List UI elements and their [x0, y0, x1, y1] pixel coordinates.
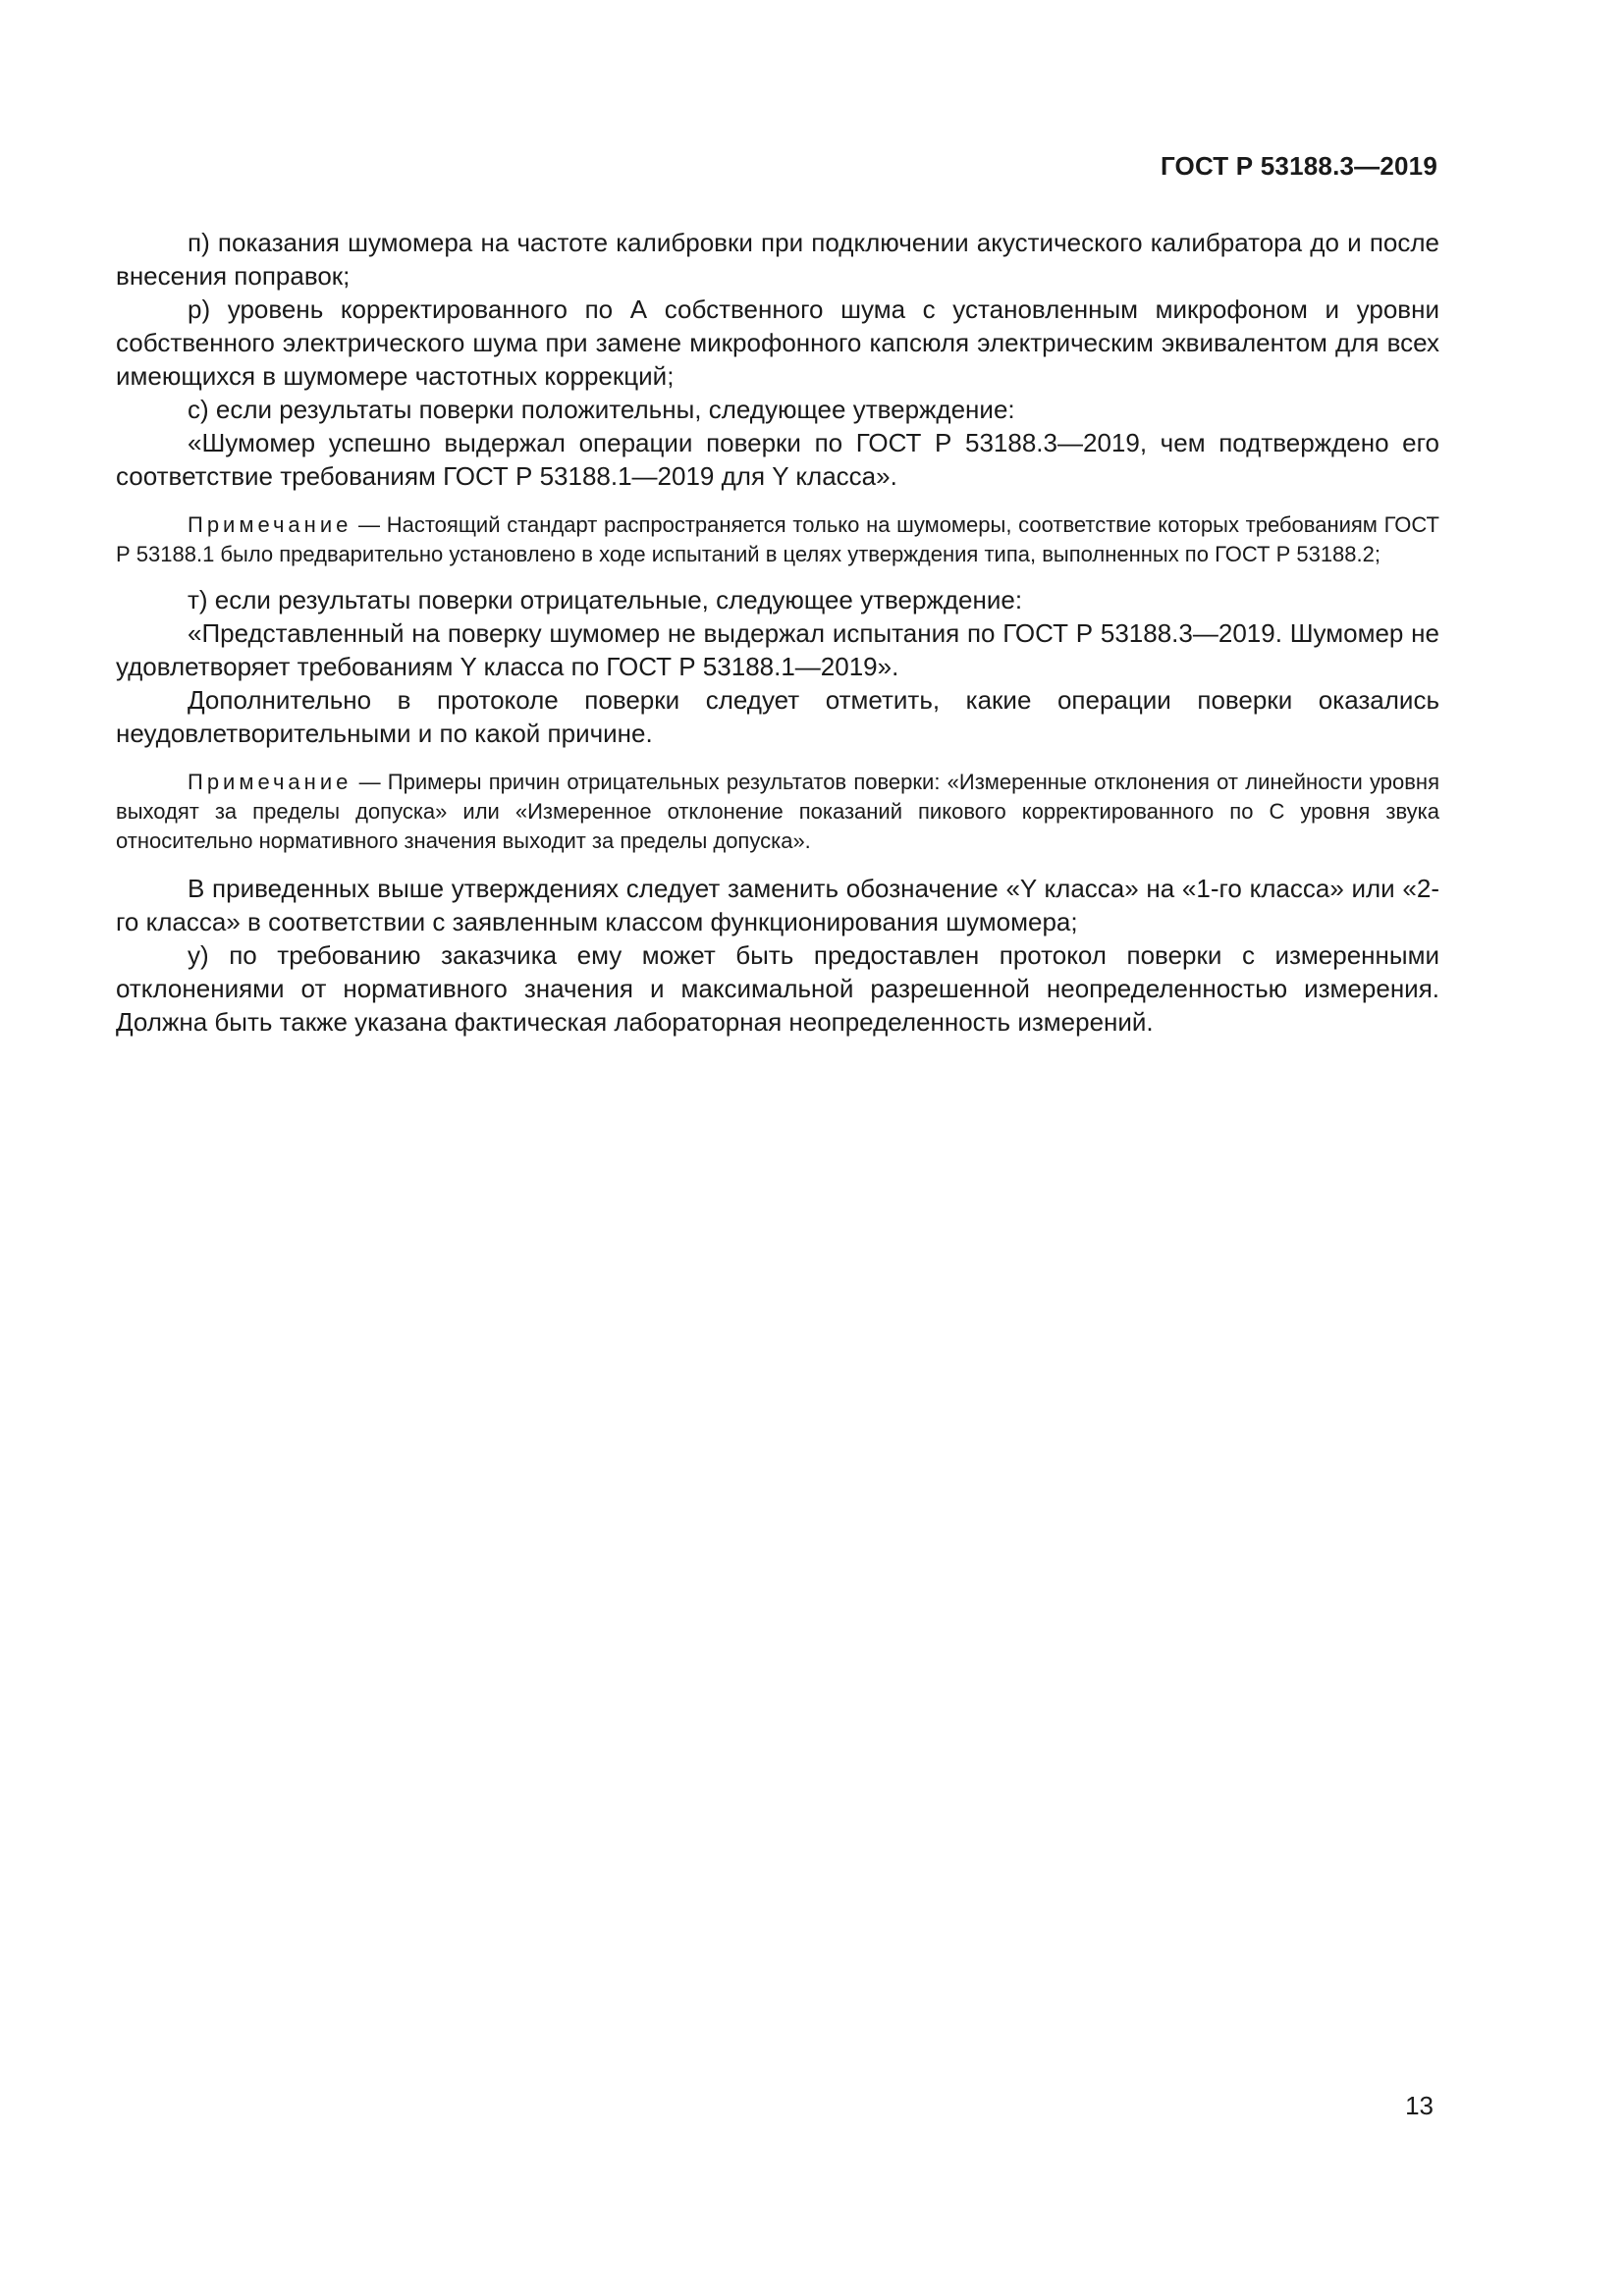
item-t-extra: Дополнительно в протоколе поверки следует отметить, какие операции поверки оказались неудовлетворительными и по какой причине. [116, 685, 1439, 748]
note-2 [116, 768, 1439, 856]
document-header: ГОСТ Р 53188.3—2019 [1160, 151, 1437, 181]
item-s-quote: «Шумомер успешно выдержал операции поверки по ГОСТ Р 53188.3—2019, чем подтверждено его соответствие требованиям ГОСТ Р 53188.1—2019 для Y класса». [116, 428, 1439, 491]
note-2-text: — Примеры причин отрицательных результатов поверки: «Измеренные отклонения от линейности уровня выходят за пределы допуска» или «Измеренное отклонение показаний пикового корректированного по С уровня звука относительно нормативного значения выходит за пределы допуска». [116, 770, 1439, 853]
page-number: 13 [1405, 2091, 1434, 2120]
note-1-text: — Настоящий стандарт распространяется только на шумомеры, соответствие которых требованиям ГОСТ Р 53188.1 было предварительно установлено в ходе испытаний в целях утверждения типа, выполненных по ГОСТ Р 53188.2; [116, 512, 1439, 566]
replace-paragraph: В приведенных выше утверждениях следует заменить обозначение «Y класса» на «1-го класса» или «2-го класса» в соответствии с заявленным классом функционирования шумомера; [116, 874, 1439, 936]
item-r: р) уровень корректированного по А собственного шума с установленным микрофоном и уровни собственного электрического шума при замене микрофонного капсюля электрическим эквивалентом для всех имеющихся в шумомере частотных коррекций; [116, 294, 1439, 391]
item-n: п) показания шумомера на частоте калибровки при подключении акустического калибратора до и после внесения поправок; [116, 228, 1439, 291]
note-label: Примечание [188, 770, 352, 794]
item-u: у) по требованию заказчика ему может быть предоставлен протокол поверки с измеренными отклонениями от нормативного значения и максимальной разрешенной неопределенностью измерения. Должна быть также указана фактическая лабораторная неопределенность измерений. [116, 940, 1439, 1037]
document-body [116, 226, 1439, 1039]
note-label: Примечание [188, 512, 352, 537]
item-s: с) если результаты поверки положительны, следующее утверждение: [188, 395, 1015, 424]
item-t-quote: «Представленный на поверку шумомер не выдержал испытания по ГОСТ Р 53188.3—2019. Шумомер не удовлетворяет требованиям Y класса по ГОСТ Р 53188.1—2019». [116, 618, 1439, 681]
note-1 [116, 510, 1439, 569]
item-t: т) если результаты поверки отрицательные, следующее утверждение: [188, 585, 1023, 614]
